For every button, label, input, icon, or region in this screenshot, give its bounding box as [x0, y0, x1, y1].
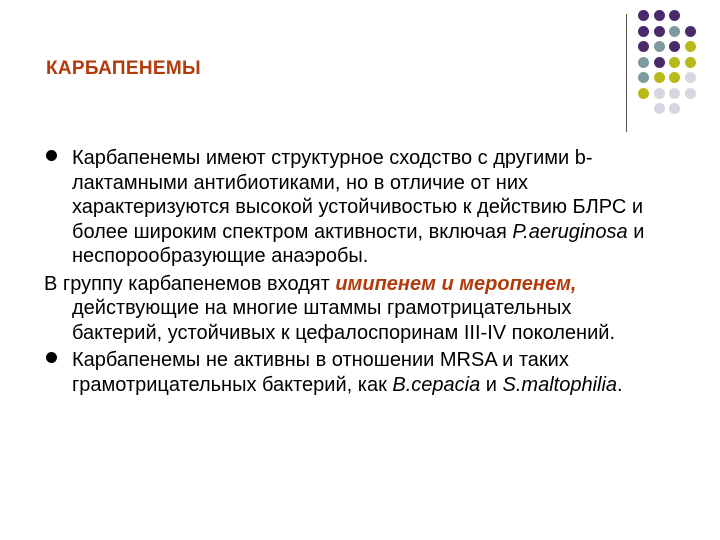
bullet-icon	[46, 352, 57, 363]
text-run: действующие на многие штаммы грамотрицательных бактерий, устойчивых к цефалоспоринам III-IV поколений.	[72, 297, 615, 344]
bullet-icon	[46, 150, 57, 161]
decor-dot	[638, 72, 649, 83]
text-run: .	[617, 373, 623, 396]
decor-dot	[685, 72, 696, 83]
text-run: Карбапенемы не активны в отношении MRSA и таких грамотрицательных бактерий, как	[72, 349, 569, 396]
slide-title: КАРБАПЕНЕМЫ	[46, 58, 201, 79]
bullet-item-1	[44, 146, 664, 269]
slide-body	[44, 146, 664, 400]
organism-name: P.aeruginosa	[512, 220, 628, 243]
decor-dot	[685, 26, 696, 37]
decor-dot	[638, 10, 649, 21]
decor-dot	[669, 10, 680, 21]
decor-dot	[654, 41, 665, 52]
decor-dot	[638, 88, 649, 99]
bullet-item-3	[44, 348, 664, 397]
decor-dot	[669, 41, 680, 52]
text-run: В группу карбапенемов входят	[44, 272, 336, 295]
decor-dot	[654, 88, 665, 99]
text-run: и	[480, 373, 503, 396]
decor-dot	[669, 88, 680, 99]
decor-dot	[669, 57, 680, 68]
decor-dot	[638, 26, 649, 37]
decor-dot	[685, 57, 696, 68]
text-run: Карбапенемы имеют структурное сходство с другими b-лактамными антибиотиками, но в отличие от них характеризуются высокой устойчивостью к действию БЛРС и более широким спектром активности, включая	[72, 147, 644, 243]
decor-dot	[654, 72, 665, 83]
decor-dot	[669, 72, 680, 83]
text-run: и неспорообразующие анаэробы.	[72, 220, 645, 267]
decor-dot	[669, 103, 680, 114]
decor-dot	[654, 10, 665, 21]
decor-dot	[685, 88, 696, 99]
decor-dot	[654, 26, 665, 37]
paragraph-2	[44, 272, 664, 346]
decor-dot	[685, 41, 696, 52]
decor-dot	[654, 103, 665, 114]
divider-line	[626, 14, 627, 132]
decor-dot	[638, 57, 649, 68]
decor-dot	[654, 57, 665, 68]
organism-name: S.maltophilia	[502, 373, 618, 396]
decor-dot	[669, 26, 680, 37]
highlighted-drugs: имипенем и меропенем,	[335, 272, 577, 295]
organism-name: B.cepacia	[392, 373, 481, 396]
decor-dot	[638, 41, 649, 52]
